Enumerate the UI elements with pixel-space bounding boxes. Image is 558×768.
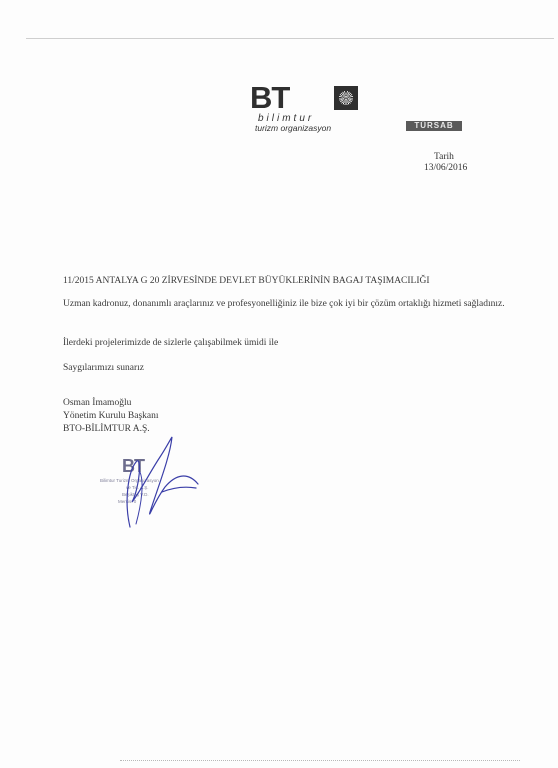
stamp-line-3: Beşiktaş V.D. bbox=[122, 492, 149, 497]
signatory-company: BTO-BİLİMTUR A.Ş. bbox=[63, 424, 150, 434]
company-logo bbox=[250, 80, 362, 134]
logo-subtitle-brand: bilimtur bbox=[258, 113, 315, 124]
top-divider bbox=[26, 38, 554, 39]
letter-closing: Saygılarımızı sunarız bbox=[63, 363, 144, 373]
letter-subject: 11/2015 ANTALYA G 20 ZİRVESİNDE DEVLET BÜYÜKLERİNİN BAGAJ TAŞIMACILIĞI bbox=[63, 276, 430, 286]
letter-paragraph-1: Uzman kadronuz, donanımlı araçlarınız ve profesyonelliğiniz ile bize çok iyi bir çözüm ortaklığı hizmeti sağladınız. bbox=[63, 299, 505, 309]
logo-wordmark: BT bbox=[250, 80, 290, 115]
date-value: 13/06/2016 bbox=[424, 163, 468, 173]
stamp-line-1: Bilimtur Turizm Organizasyon bbox=[100, 478, 159, 483]
letter-paragraph-2: İlerdeki projelerimizde de sizlerle çalışabilmek ümidi ile bbox=[63, 338, 279, 348]
stamp-line-2: ve Tic. A.Ş. bbox=[126, 485, 149, 490]
signatory-name: Osman İmamoğlu bbox=[63, 398, 132, 408]
logo-subtitle-tagline: turizm organizasyon bbox=[255, 123, 332, 133]
signatory-title: Yönetim Kurulu Başkanı bbox=[63, 411, 159, 421]
logo-sun-icon bbox=[334, 86, 358, 110]
tursab-badge: TÜRSAB bbox=[406, 121, 462, 131]
date-label: Tarih bbox=[434, 152, 454, 162]
footer-divider bbox=[120, 760, 520, 762]
handwritten-signature bbox=[110, 432, 210, 532]
stamp-logo: BT bbox=[122, 456, 144, 476]
stamp-line-4: Mersis: 0 bbox=[118, 499, 137, 504]
